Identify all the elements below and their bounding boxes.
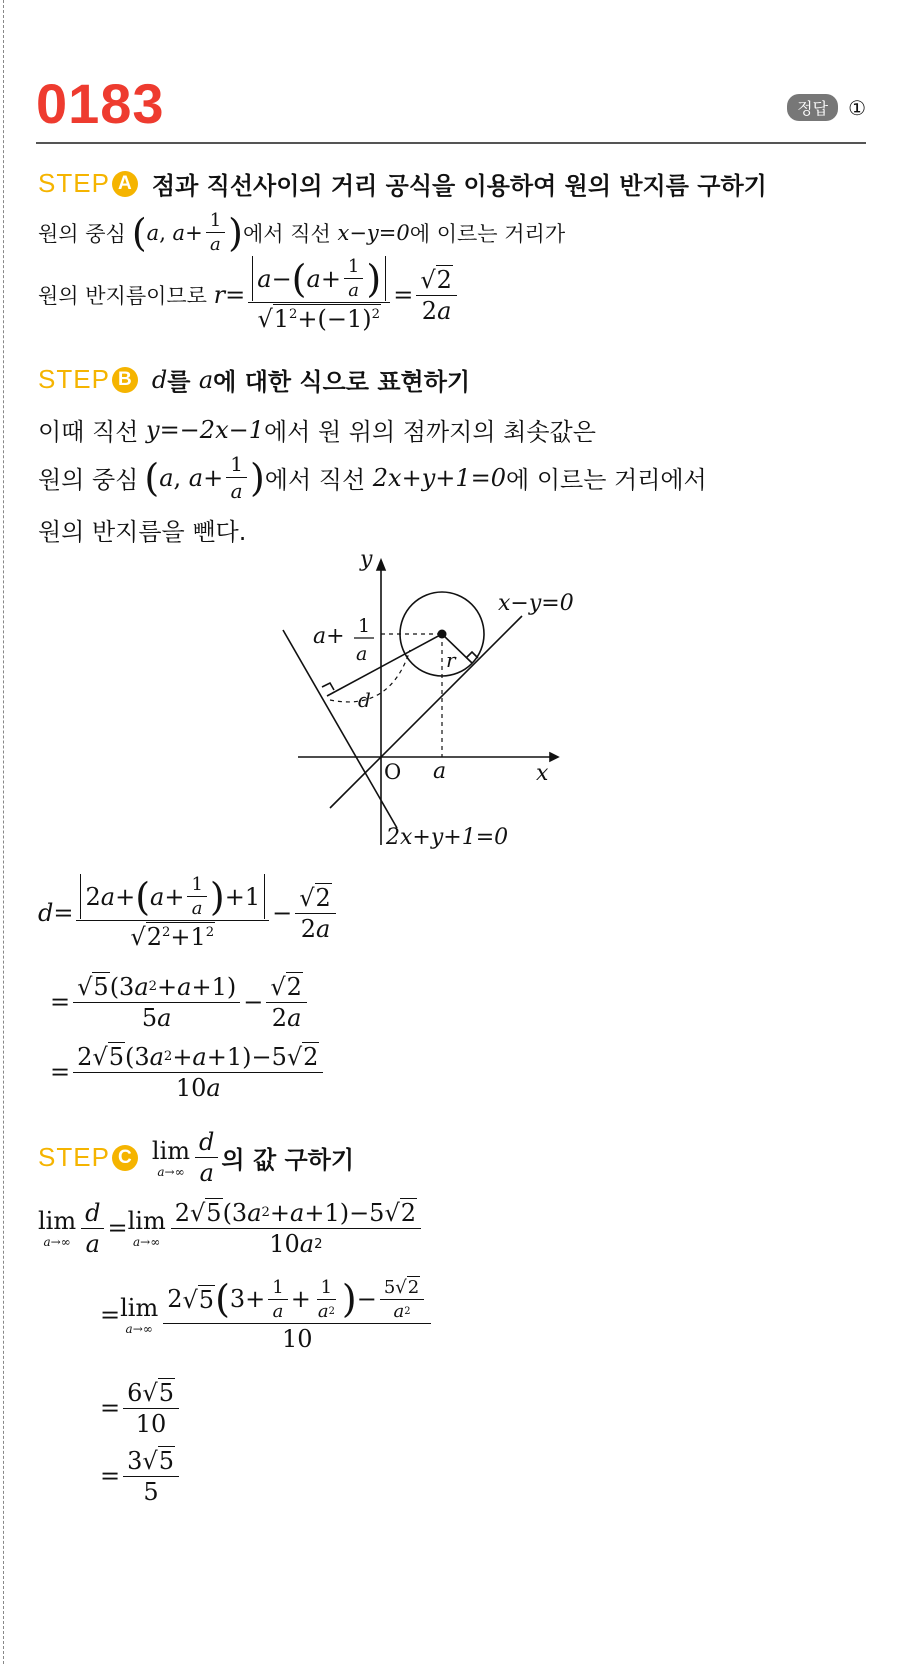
variable-d: d — [151, 365, 168, 394]
d-equation-1: d = 2 a + ( a + $\frac{1}{a}$ ) +1 √ $2^2+1^2$ − √ 2 2 a — [38, 874, 339, 951]
center-label: a+ — [313, 624, 345, 649]
denominator: 10 — [281, 1325, 313, 1353]
lim-text: lim — [127, 1207, 166, 1235]
step-b-title: 에 대한 식으로 표현하기 — [213, 368, 471, 396]
line-equation: y=−2x−1 — [146, 415, 264, 444]
step-a-heading — [38, 166, 767, 201]
lim-subscript: a→∞ — [157, 1164, 185, 1179]
text: 를 — [167, 368, 191, 396]
text: 에 이르는 거리가 — [409, 221, 566, 246]
step-c-heading: STEP C lim a→∞ $\frac{d}{a}$ 의 값 구하기 — [38, 1128, 355, 1187]
text: 에 이르는 거리에서 — [506, 466, 707, 494]
step-a-badge: A — [112, 171, 138, 197]
page-margin-dashed-line — [3, 0, 4, 1664]
paren-open: ( — [131, 210, 147, 255]
text: 원의 중심 — [38, 466, 139, 494]
text: 원의 중심 — [38, 221, 126, 246]
line-equation: 2x+y+1=0 — [372, 463, 507, 492]
coefficient: 6 — [127, 1378, 143, 1407]
step-label: STEP — [38, 1142, 110, 1172]
answer-area — [787, 94, 866, 121]
paren-close: ) — [228, 210, 243, 255]
step-a-line2: 원의 반지름이므로 r = a − ( a + $\frac{1}{a}$ ) √ $1^2+(-1)^2$ = √ 2 2 a — [38, 256, 460, 333]
center-frac-num: 1 — [358, 615, 371, 637]
center-frac-den: a — [356, 643, 368, 665]
denominator: 10 — [135, 1410, 167, 1438]
step-a-line1: 원의 중심 ( a , a + $\frac{1}{a}$ ) 에서 직선 x−y=0 에 이르는 거리가 — [38, 210, 566, 255]
step-b-line1 — [38, 412, 596, 447]
d-equation-3: = 2 √ 5 (3 a 2 + a +1)−5 √ 2 10 a — [50, 1042, 326, 1102]
lim-text: lim — [120, 1293, 159, 1322]
lim-text: lim — [38, 1207, 77, 1235]
d-equation-2: = √ 5 (3 a 2 + a +1) 5 a − √ 2 2 a — [50, 972, 310, 1032]
origin-label: O — [384, 760, 402, 784]
d-label: d — [358, 688, 371, 712]
text: 에서 원 위의 점까지의 최솟값은 — [263, 418, 596, 446]
answer-value: ① — [848, 95, 866, 120]
limit-equation-3: = 6 √ 5 10 — [100, 1378, 182, 1438]
r-label: r — [446, 648, 456, 672]
step-c-title: 의 값 구하기 — [221, 1146, 355, 1174]
text: 에서 직선 — [264, 466, 366, 494]
circle-center-point — [438, 630, 447, 639]
text: 이때 직선 — [38, 418, 139, 446]
text: 에서 직선 — [242, 221, 331, 246]
step-b-line3: 원의 반지름을 뺀다. — [38, 518, 247, 546]
a-tick-label: a — [433, 759, 447, 784]
answer-label-badge: 정답 — [787, 94, 838, 121]
frac-num: 1 — [187, 874, 206, 897]
lim-subscript: a→∞ — [43, 1235, 71, 1249]
step-b-badge: B — [112, 367, 138, 393]
limit-equation-2: = lim a→∞ 2 √ 5 ( 3+ $\frac{1}{a}$ + 1 a 2 ) − 5 √ 2 a 2 10 — [100, 1276, 434, 1353]
step-label: STEP — [38, 364, 110, 394]
variable-a: a — [198, 365, 214, 394]
coefficient: 3 — [127, 1446, 143, 1475]
frac-num: 1 — [226, 452, 247, 478]
step-b-line2: 원의 중심 ( a , a + $\frac{1}{a}$ ) 에서 직선 2x+y+1=0 에 이르는 거리에서 — [38, 452, 707, 503]
line2-label: 2x+y+1=0 — [386, 825, 509, 850]
step-label: STEP — [38, 168, 110, 198]
text: 원의 반지름이므로 — [38, 283, 207, 308]
step-a-title: 점과 직선사이의 거리 공식을 이용하여 원의 반지름 구하기 — [151, 172, 767, 200]
problem-number: 0183 — [36, 72, 165, 135]
lim-subscript: a→∞ — [133, 1235, 161, 1249]
right-angle-mark-1 — [466, 652, 478, 658]
limit-equation-1: lim a→∞ $\frac{d}{a}$ = lim a→∞ 2 √ 5 (3 a 2 + a +1)−5 √ 2 10 a 2 — [38, 1198, 424, 1258]
geometry-figure — [280, 540, 600, 860]
y-axis-arrow — [377, 560, 385, 570]
header-divider — [36, 142, 866, 144]
step-b-heading — [38, 362, 470, 397]
denominator: 5 — [143, 1478, 159, 1506]
x-axis-label: x — [536, 761, 549, 786]
limit-equation-final: = 3 √ 5 5 — [100, 1446, 182, 1506]
line1-label: x−y=0 — [498, 591, 574, 616]
lim-subscript: a→∞ — [125, 1321, 153, 1336]
y-axis-label: y — [360, 547, 373, 572]
frac-num: 1 — [344, 256, 363, 279]
step-c-badge: C — [112, 1145, 138, 1171]
frac-num: 1 — [206, 210, 225, 233]
lim-text: lim — [151, 1136, 191, 1165]
x-axis-arrow — [550, 753, 558, 761]
right-angle-mark-2 — [322, 683, 334, 690]
line-equation: x−y=0 — [337, 220, 410, 245]
radius-fraction: a − ( a + $\frac{1}{a}$ ) √ $1^2+(-1)^2$ — [248, 256, 390, 333]
